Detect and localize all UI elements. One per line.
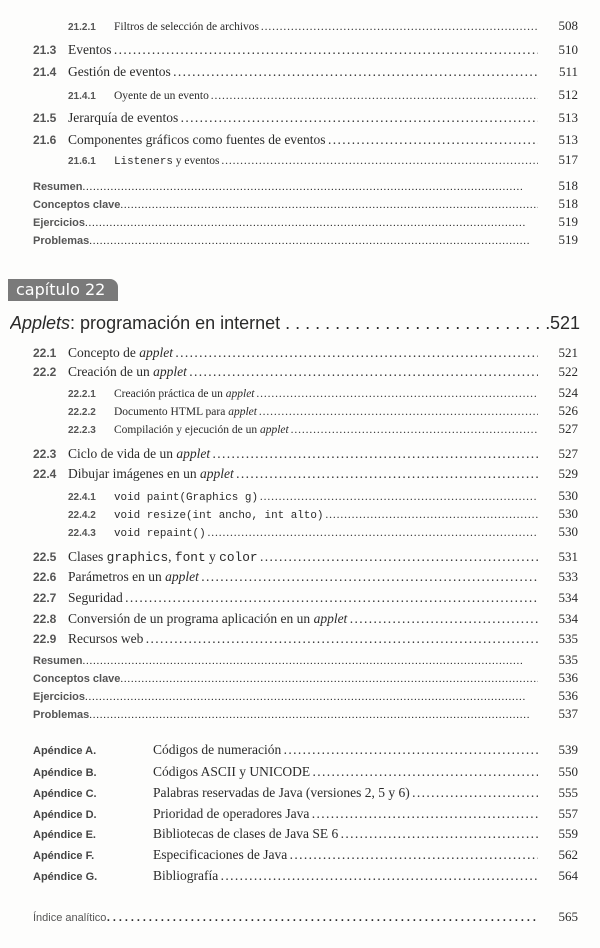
entry-title	[114, 509, 538, 522]
entry-title-part: applet	[139, 345, 173, 360]
toc-entry[interactable]	[0, 132, 600, 150]
entry-number: Apéndice B.	[33, 767, 97, 779]
entry-page: 562	[558, 847, 578, 862]
entry-title	[68, 466, 538, 482]
entry-title	[114, 90, 538, 102]
entry-title-part: color	[219, 550, 258, 565]
entry-page: 550	[558, 764, 578, 779]
entry-number: 21.4.1	[68, 91, 96, 102]
entry-number: Apéndice F.	[33, 850, 95, 862]
entry-page: 526	[558, 403, 578, 418]
entry-number: 21.3	[33, 43, 57, 57]
toc-entry[interactable]	[0, 345, 600, 363]
toc-entry[interactable]	[0, 847, 600, 865]
entry-title-part: Ciclo de vida de un	[68, 446, 177, 461]
toc-entry[interactable]	[0, 631, 600, 649]
entry-title	[68, 549, 538, 565]
entry-number: Ejercicios	[33, 217, 85, 229]
entry-page: 536	[558, 670, 578, 685]
entry-page: 535	[558, 631, 578, 646]
entry-title	[89, 235, 538, 247]
toc-entry[interactable]	[0, 110, 600, 128]
entry-title	[114, 491, 538, 504]
toc-entry[interactable]	[0, 590, 600, 608]
entry-title-part: Prioridad de operadores Java	[153, 806, 310, 821]
entry-number: Apéndice C.	[33, 788, 97, 800]
entry-number: 22.4	[33, 467, 57, 481]
entry-title	[120, 673, 538, 685]
toc-entry[interactable]	[0, 421, 600, 439]
entry-title-part: void repaint()	[114, 528, 206, 540]
toc-entry[interactable]	[0, 152, 600, 170]
toc-entry[interactable]	[0, 785, 600, 803]
toc-entry[interactable]	[0, 549, 600, 567]
toc-entry[interactable]	[0, 178, 600, 196]
toc-entry[interactable]	[0, 214, 600, 232]
entry-page: 557	[558, 806, 578, 821]
entry-number: 22.4.1	[68, 492, 96, 503]
entry-number: Índice analítico	[33, 912, 107, 924]
toc-entry[interactable]	[0, 688, 600, 706]
entry-title	[85, 691, 538, 703]
entry-number: Apéndice A.	[33, 745, 97, 757]
chapter-badge: capítulo 22	[8, 279, 118, 301]
entry-title-part: Concepto de	[68, 345, 140, 360]
entry-title-part: Parámetros en un	[68, 569, 166, 584]
entry-title	[153, 742, 538, 758]
entry-title	[68, 110, 538, 126]
entry-page: 535	[558, 652, 578, 667]
entry-title-part: Seguridad	[68, 590, 123, 605]
entry-title	[68, 64, 538, 80]
entry-page: 519	[558, 232, 578, 247]
entry-page: 530	[558, 488, 578, 503]
entry-title	[68, 631, 538, 647]
entry-title	[153, 826, 538, 842]
entry-page: 513	[558, 132, 578, 147]
entry-title	[68, 446, 538, 462]
entry-number: Conceptos clave	[33, 673, 121, 685]
entry-title-part: Especificaciones de Java	[153, 847, 288, 862]
chapter-title-row[interactable]	[10, 313, 580, 334]
entry-page: 527	[558, 421, 578, 436]
entry-title-part: Oyente de un evento	[114, 90, 209, 102]
toc-entry[interactable]	[0, 670, 600, 688]
entry-number: 21.5	[33, 111, 57, 125]
entry-page: 519	[558, 214, 578, 229]
entry-page: 521	[558, 345, 578, 360]
toc-entry[interactable]	[0, 806, 600, 824]
entry-title-part: Códigos de numeración	[153, 742, 282, 757]
entry-page: 565	[558, 909, 578, 924]
entry-title-part: y	[205, 549, 220, 564]
toc-entry[interactable]	[0, 466, 600, 484]
entry-title-part: applet	[313, 611, 348, 626]
entry-page: 518	[558, 178, 578, 193]
entry-number: 22.2.2	[68, 407, 96, 418]
entry-page: 522	[558, 364, 578, 379]
entry-title-part: y eventos	[172, 155, 220, 167]
entry-title-part: Jerarquía de eventos	[68, 110, 179, 125]
entry-title	[153, 785, 538, 801]
toc-entry[interactable]	[0, 868, 600, 886]
entry-title	[153, 806, 538, 822]
toc-entry[interactable]	[0, 364, 600, 382]
entry-title	[68, 590, 538, 606]
entry-title-part: Clases	[68, 549, 107, 564]
entry-number: Apéndice E.	[33, 829, 96, 841]
entry-number: 22.4.3	[68, 528, 96, 539]
entry-title-part: applet	[228, 406, 257, 418]
entry-title	[89, 709, 538, 721]
toc-entry[interactable]	[0, 569, 600, 587]
entry-title-part: Listeners	[114, 156, 173, 168]
entry-page: 527	[558, 446, 578, 461]
entry-page: 530	[558, 524, 578, 539]
entry-page: 534	[558, 611, 578, 626]
entry-number: 21.2.1	[68, 22, 96, 33]
entry-number: 22.4.2	[68, 510, 96, 521]
entry-title-part: ,	[168, 549, 175, 564]
toc-entry[interactable]	[0, 196, 600, 214]
entry-number: 22.8	[33, 612, 57, 626]
entry-title-part: Filtros de selección de archivos	[114, 21, 259, 33]
entry-number: Resumen	[33, 655, 83, 667]
entry-page: 511	[558, 64, 578, 79]
entry-title	[68, 364, 538, 380]
entry-page: 512	[558, 87, 578, 102]
entry-title	[114, 424, 538, 436]
chapter-page: 521	[549, 313, 580, 333]
entry-page: 536	[558, 688, 578, 703]
entry-number: 21.6.1	[68, 156, 96, 167]
toc-entry[interactable]	[0, 446, 600, 464]
toc-entry[interactable]	[0, 87, 600, 105]
entry-title-part: Palabras reservadas de Java (versiones 2, 5 y 6)	[153, 785, 410, 800]
entry-title-part: void paint(Graphics g)	[114, 492, 258, 504]
entry-page: 529	[558, 466, 578, 481]
toc-entry[interactable]	[0, 232, 600, 250]
entry-number: 22.6	[33, 570, 57, 584]
entry-title	[153, 764, 538, 780]
entry-title-part: applet	[165, 569, 199, 584]
entry-title-part: Creación de un	[68, 364, 154, 379]
entry-title-part: Componentes gráficos como fuentes de eventos	[68, 132, 326, 147]
toc-entry[interactable]	[0, 18, 600, 36]
toc-entry[interactable]	[0, 706, 600, 724]
entry-number: Conceptos clave	[33, 199, 121, 211]
entry-title	[68, 611, 538, 627]
entry-number: Problemas	[33, 235, 90, 247]
entry-page: 513	[558, 110, 578, 125]
entry-title	[83, 655, 538, 667]
entry-title-part: Bibliografía	[153, 868, 219, 883]
entry-title-part: Bibliotecas de clases de Java SE 6	[153, 826, 339, 841]
entry-page: 564	[558, 868, 578, 883]
entry-title	[68, 345, 538, 361]
toc-entry[interactable]	[0, 826, 600, 844]
entry-title-part: Eventos	[68, 42, 112, 57]
entry-title-part: font	[174, 550, 206, 565]
entry-page: 533	[558, 569, 578, 584]
entry-title	[114, 388, 538, 400]
toc-entry[interactable]	[0, 403, 600, 421]
entry-number: 22.7	[33, 591, 57, 605]
toc-entry[interactable]	[0, 488, 600, 506]
entry-title-part: Creación práctica de un	[114, 388, 226, 400]
entry-title-part: applet	[259, 424, 289, 436]
entry-title-part: Conversión de un programa aplicación en un	[68, 611, 314, 626]
entry-page: 524	[558, 385, 578, 400]
entry-page: 518	[558, 196, 578, 211]
toc-entry[interactable]	[0, 506, 600, 524]
entry-number: 22.5	[33, 550, 57, 564]
chapter-title-rest: : programación en internet	[70, 313, 281, 333]
entry-number: 22.9	[33, 632, 57, 646]
chapter-title-italic: Applets	[10, 313, 71, 333]
entry-title-part: Códigos ASCII y UNICODE	[153, 764, 311, 779]
entry-number: 22.3	[33, 447, 57, 461]
entry-title-part: applet	[225, 388, 255, 400]
entry-number: Ejercicios	[33, 691, 85, 703]
entry-number: 22.2.3	[68, 425, 96, 436]
entry-title-part: applet	[176, 446, 211, 461]
toc-entry[interactable]	[0, 42, 600, 60]
entry-page: 530	[558, 506, 578, 521]
toc-entry[interactable]	[0, 611, 600, 629]
toc-entry[interactable]	[0, 652, 600, 670]
entry-title	[83, 181, 538, 193]
entry-title	[114, 155, 538, 168]
entry-title	[68, 132, 538, 148]
toc-entry[interactable]	[0, 64, 600, 82]
entry-title	[68, 42, 538, 58]
toc-entry[interactable]	[0, 385, 600, 403]
entry-number: 21.4	[33, 65, 57, 79]
entry-title-part: applet	[199, 466, 234, 481]
entry-page: 508	[558, 18, 578, 33]
entry-title	[153, 868, 538, 884]
entry-page: 534	[558, 590, 578, 605]
entry-page: 517	[558, 152, 578, 167]
entry-page: 531	[558, 549, 578, 564]
entry-title	[153, 847, 538, 863]
chapter-title	[10, 313, 550, 334]
entry-title	[114, 527, 538, 540]
entry-number: Apéndice G.	[33, 871, 98, 883]
entry-page: 537	[558, 706, 578, 721]
entry-title	[85, 217, 538, 229]
entry-title-part: applet	[153, 364, 187, 379]
entry-page: 510	[558, 42, 578, 57]
entry-number: 21.6	[33, 133, 57, 147]
entry-title-part: Recursos web	[68, 631, 144, 646]
entry-title	[106, 908, 538, 926]
entry-title	[114, 21, 538, 33]
entry-page: 559	[558, 826, 578, 841]
entry-title-part: Gestión de eventos	[68, 64, 171, 79]
toc-entry[interactable]	[0, 524, 600, 542]
entry-page: 539	[558, 742, 578, 757]
entry-title-part: void resize(int ancho, int alto)	[114, 510, 324, 522]
entry-number: Problemas	[33, 709, 90, 721]
entry-title-part: Dibujar imágenes en un	[68, 466, 200, 481]
entry-title	[120, 199, 538, 211]
entry-title-part: Documento HTML para	[114, 406, 229, 418]
entry-title	[114, 406, 538, 418]
entry-number: Apéndice D.	[33, 809, 97, 821]
toc-entry[interactable]	[0, 764, 600, 782]
entry-page: 555	[558, 785, 578, 800]
entry-title-part: graphics	[106, 550, 169, 565]
entry-number: 22.2	[33, 365, 57, 379]
entry-title-part: Compilación y ejecución de un	[114, 424, 260, 436]
entry-number: Resumen	[33, 181, 83, 193]
toc-entry[interactable]	[0, 908, 600, 926]
entry-title	[68, 569, 538, 585]
entry-number: 22.1	[33, 346, 57, 360]
entry-number: 22.2.1	[68, 389, 96, 400]
toc-entry[interactable]	[0, 742, 600, 760]
